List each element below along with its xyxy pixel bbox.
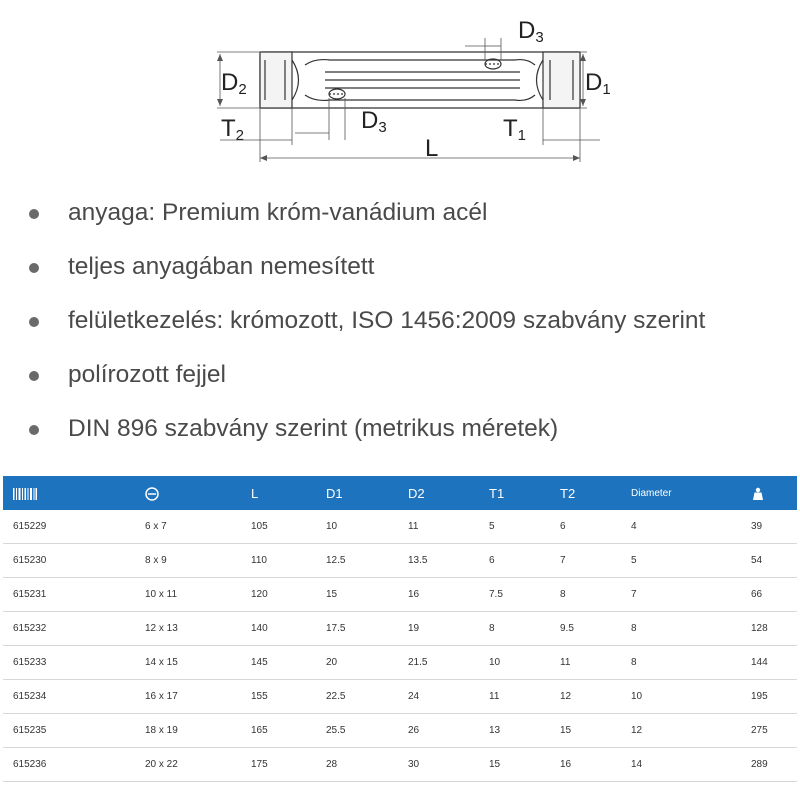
cell-diameter: 8 <box>621 612 741 646</box>
cell-d2: 24 <box>398 680 479 714</box>
cell-t2: 6 <box>550 510 621 544</box>
cell-diameter: 5 <box>621 544 741 578</box>
cell-t1: 6 <box>479 544 550 578</box>
cell-d1: 17.5 <box>316 612 398 646</box>
bullet-icon <box>29 425 39 435</box>
t2-label: T2 <box>221 115 245 144</box>
cell-size: 16 x 17 <box>135 680 241 714</box>
table-row <box>3 544 797 578</box>
cell-t2: 7 <box>550 544 621 578</box>
cell-code: 615233 <box>3 646 135 680</box>
feature-item <box>24 244 794 298</box>
cell-t2: 16 <box>550 748 621 782</box>
cell-d2: 26 <box>398 714 479 748</box>
col-header-code[interactable] <box>3 476 135 510</box>
table-header-row <box>3 476 797 510</box>
col-header-d2[interactable]: D2 <box>408 485 425 501</box>
cell-code: 615231 <box>3 578 135 612</box>
cell-d2: 21.5 <box>398 646 479 680</box>
cell-code: 615229 <box>3 510 135 544</box>
cell-code: 615235 <box>3 714 135 748</box>
cell-d1: 28 <box>316 748 398 782</box>
cell-diameter: 14 <box>621 748 741 782</box>
bullet-icon <box>29 371 39 381</box>
t1-label: T1 <box>503 115 527 144</box>
cell-t1: 8 <box>479 612 550 646</box>
cell-d2: 13.5 <box>398 544 479 578</box>
cell-l: 155 <box>241 680 316 714</box>
table-row <box>3 646 797 680</box>
cell-code: 615234 <box>3 680 135 714</box>
col-header-d1[interactable]: D1 <box>326 485 343 501</box>
feature-item <box>24 298 794 352</box>
col-header-l[interactable]: L <box>251 485 259 501</box>
cell-d2: 30 <box>398 748 479 782</box>
weight-icon <box>751 487 765 501</box>
barcode-icon <box>13 488 37 500</box>
cell-weight: 289 <box>741 748 797 782</box>
cell-l: 120 <box>241 578 316 612</box>
table-row <box>3 612 797 646</box>
cell-size: 14 x 15 <box>135 646 241 680</box>
cell-diameter: 10 <box>621 680 741 714</box>
cell-d1: 10 <box>316 510 398 544</box>
feature-text: felületkezelés: krómozott, ISO 1456:2009 szabvány szerint <box>68 307 706 334</box>
cell-l: 105 <box>241 510 316 544</box>
cell-weight: 128 <box>741 612 797 646</box>
cell-d1: 12.5 <box>316 544 398 578</box>
cell-weight: 144 <box>741 646 797 680</box>
feature-item <box>24 352 794 406</box>
cell-d1: 22.5 <box>316 680 398 714</box>
cell-diameter: 7 <box>621 578 741 612</box>
size-icon <box>145 487 159 501</box>
cell-size: 8 x 9 <box>135 544 241 578</box>
cell-diameter: 12 <box>621 714 741 748</box>
col-header-size[interactable] <box>135 476 241 510</box>
cell-code: 615236 <box>3 748 135 782</box>
cell-weight: 66 <box>741 578 797 612</box>
bullet-icon <box>29 209 39 219</box>
feature-list <box>24 190 794 460</box>
cell-d1: 15 <box>316 578 398 612</box>
cell-t1: 11 <box>479 680 550 714</box>
table-row <box>3 578 797 612</box>
cell-l: 110 <box>241 544 316 578</box>
cell-l: 145 <box>241 646 316 680</box>
col-header-t2[interactable]: T2 <box>560 485 576 501</box>
d3-bottom-label: D3 <box>361 107 387 136</box>
spanner-dimension-diagram <box>205 10 625 170</box>
cell-size: 18 x 19 <box>135 714 241 748</box>
cell-code: 615232 <box>3 612 135 646</box>
cell-size: 10 x 11 <box>135 578 241 612</box>
feature-item <box>24 190 794 244</box>
cell-diameter: 4 <box>621 510 741 544</box>
table-row <box>3 510 797 544</box>
feature-text: anyaga: Premium króm-vanádium acél <box>68 199 488 226</box>
cell-t1: 5 <box>479 510 550 544</box>
cell-d2: 11 <box>398 510 479 544</box>
cell-t2: 8 <box>550 578 621 612</box>
feature-text: teljes anyagában nemesített <box>68 253 375 280</box>
cell-weight: 54 <box>741 544 797 578</box>
cell-size: 6 x 7 <box>135 510 241 544</box>
d2-label: D2 <box>221 69 247 98</box>
cell-d2: 19 <box>398 612 479 646</box>
d1-label: D1 <box>585 69 611 98</box>
cell-d1: 25.5 <box>316 714 398 748</box>
cell-l: 165 <box>241 714 316 748</box>
cell-size: 20 x 22 <box>135 748 241 782</box>
cell-weight: 39 <box>741 510 797 544</box>
cell-weight: 275 <box>741 714 797 748</box>
bullet-icon <box>29 263 39 273</box>
cell-t2: 15 <box>550 714 621 748</box>
col-header-t1[interactable]: T1 <box>489 485 505 501</box>
cell-t1: 10 <box>479 646 550 680</box>
col-header-weight[interactable] <box>741 476 797 510</box>
cell-t1: 15 <box>479 748 550 782</box>
cell-d1: 20 <box>316 646 398 680</box>
cell-t1: 7.5 <box>479 578 550 612</box>
d3-top-label: D3 <box>518 17 544 46</box>
feature-text: polírozott fejjel <box>68 361 226 388</box>
cell-l: 175 <box>241 748 316 782</box>
feature-item <box>24 406 794 460</box>
table-body <box>3 510 797 782</box>
table-row <box>3 680 797 714</box>
cell-weight: 195 <box>741 680 797 714</box>
table-row <box>3 748 797 782</box>
spec-table <box>3 476 797 782</box>
cell-size: 12 x 13 <box>135 612 241 646</box>
cell-d2: 16 <box>398 578 479 612</box>
bullet-icon <box>29 317 39 327</box>
cell-l: 140 <box>241 612 316 646</box>
cell-t2: 11 <box>550 646 621 680</box>
l-label: L <box>425 135 439 162</box>
cell-t1: 13 <box>479 714 550 748</box>
cell-code: 615230 <box>3 544 135 578</box>
cell-diameter: 8 <box>621 646 741 680</box>
cell-t2: 9.5 <box>550 612 621 646</box>
cell-t2: 12 <box>550 680 621 714</box>
feature-text: DIN 896 szabvány szerint (metrikus méretek) <box>68 415 559 442</box>
col-header-diameter[interactable]: Diameter <box>631 487 672 499</box>
table-row <box>3 714 797 748</box>
